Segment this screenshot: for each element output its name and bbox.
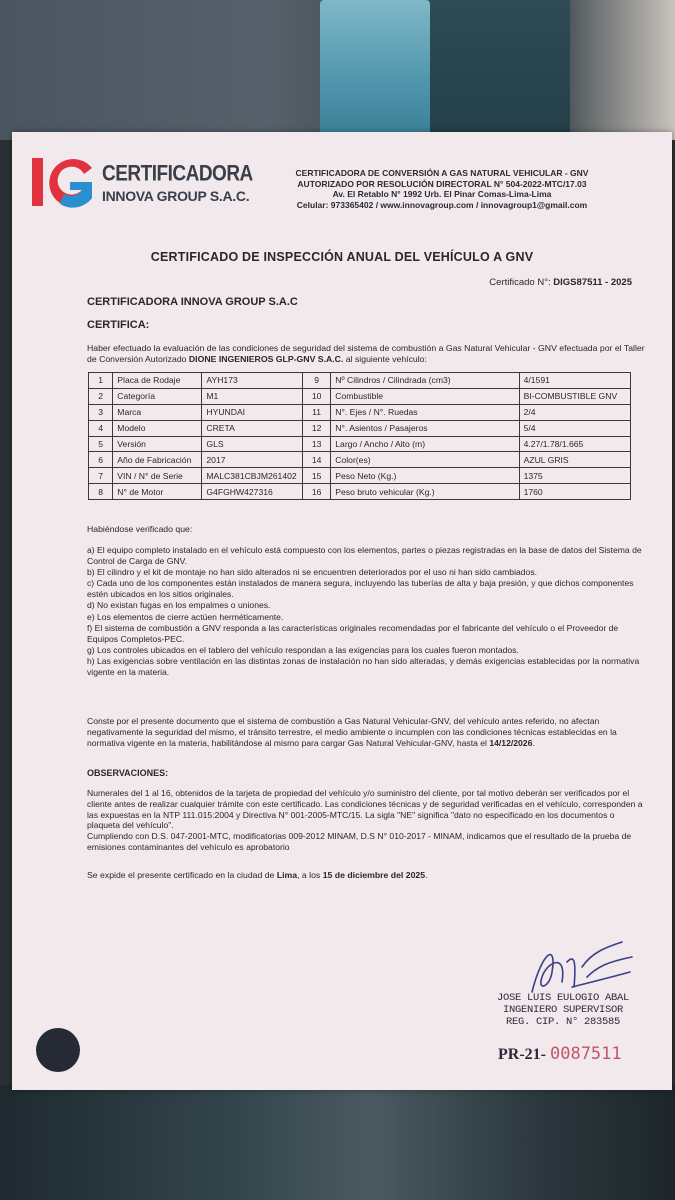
document-title: CERTIFICADO DE INSPECCIÓN ANUAL DEL VEHÍCULO A GNV: [150, 250, 534, 264]
list-item: a) El equipo completo instalado en el vehículo está compuesto con los elementos, partes o piezas registradas en la base de datos del Sistema de Control de Carga de GNV.: [87, 545, 642, 566]
issued-end: .: [425, 870, 428, 880]
verified-intro: Habiéndose verificado que:: [87, 524, 193, 534]
row-number: 6: [89, 452, 113, 468]
issued-city: Lima: [276, 870, 298, 880]
field-value: AZUL GRIS: [519, 452, 630, 468]
table-row: [89, 373, 631, 389]
list-item: c) Cada uno de los componentes están instalados de manera segura, incluyendo las tuberías de alta y baja presión, y que dichos componentes estén ubicados en los sitios originales.: [87, 578, 634, 600]
header-info-line1: CERTIFICADORA DE CONVERSIÓN A GAS NATURAL VEHICULAR - GNV: [295, 168, 589, 178]
list-item: d) No existan fugas en los empalmes o uniones.: [87, 600, 271, 611]
field-label: Modelo: [113, 420, 202, 436]
field-label: Placa de Rodaje: [113, 373, 202, 389]
row-number: 16: [302, 484, 330, 500]
field-value: 1760: [519, 484, 630, 500]
field-value: G4FGHW427316: [202, 484, 303, 500]
field-value: M1: [202, 388, 303, 404]
conste-text: Conste por el presente documento que el sistema de combustión a Gas Natural Vehicular-GNV, del vehículo antes referido, no afectan negativamente la seguridad del mismo, el tránsito terrestre, el medio ambiente o incumplen con las condiciones técnicas establecidas en la normativa vigente en la materia, habilitándose al mismo para cargar Gas Natural Vehicular-GNV, hasta el: [87, 716, 617, 748]
intro-paragraph: [87, 343, 647, 365]
certificate-number-value: DIGS87511 - 2025: [553, 277, 632, 288]
field-label: Peso Neto (Kg.): [331, 468, 519, 484]
certificate-document: [12, 132, 672, 1090]
certificate-number: [489, 277, 632, 288]
list-item: f) El sistema de combustión a GNV responda a las características originales recomendadas por el fabricante del vehículo o el Proveedor de Equipos Completos-PEC.: [87, 623, 619, 644]
list-item: b) El cilindro y el kit de montaje no han sido alterados ni se encuentren deteriorados por el uso ni han sido cambiados.: [87, 567, 538, 578]
signatory-name: JOSE LUIS EULOGIO ABAL: [496, 992, 630, 1004]
row-number: 11: [302, 404, 330, 420]
logo-text-line1: CERTIFICADORA: [102, 162, 253, 187]
signatory-reg: REG. CIP. N° 283585: [505, 1016, 621, 1028]
row-number: 14: [302, 452, 330, 468]
row-number: 3: [89, 404, 113, 420]
company-logo: [30, 154, 253, 214]
observations-text: [87, 788, 647, 853]
signatory-role: INGENIERO SUPERVISOR: [502, 1004, 624, 1016]
table-row: [89, 484, 631, 500]
table-row: [89, 404, 631, 420]
field-label: Categoría: [113, 388, 202, 404]
field-value: 1375: [519, 468, 630, 484]
table-row: [89, 468, 631, 484]
background-object: [320, 0, 430, 138]
issued-text-2: , a los: [297, 870, 323, 880]
row-number: 7: [89, 468, 113, 484]
table-row: [89, 452, 631, 468]
row-number: 2: [89, 388, 113, 404]
list-item: h) Las exigencias sobre ventilación en las distintas zonas de instalación no han sido alteradas, y demás exigencias establecidas por la normativa vigente en la materia.: [87, 656, 640, 678]
row-number: 12: [302, 420, 330, 436]
field-value: 2/4: [519, 404, 630, 420]
header-info: [272, 168, 612, 210]
field-label: VIN / N° de Serie: [113, 468, 202, 484]
serial-number: [498, 1044, 622, 1064]
field-value: BI-COMBUSTIBLE GNV: [519, 388, 630, 404]
field-value: 4/1591: [519, 373, 630, 389]
photo-background-bottom: [0, 1085, 675, 1200]
field-label: Color(es): [331, 452, 519, 468]
vehicle-table: [88, 372, 631, 500]
signatory-block: [478, 992, 648, 1028]
intro-text-1: Haber efectuado la evaluación de las condiciones de seguridad del sistema de combustión a Gas Natural Vehicular - GNV efectuada por el Taller de Conversión Autorizado: [87, 343, 645, 364]
row-number: 5: [89, 436, 113, 452]
list-item: g) Los controles ubicados en el tablero del vehículo respondan a las exigencias para los cuales fueron montados.: [87, 645, 519, 656]
verification-list: [87, 545, 647, 679]
field-label: Año de Fabricación: [113, 452, 202, 468]
conste-paragraph: [87, 716, 647, 748]
row-number: 4: [89, 420, 113, 436]
intro-text-2: al siguiente vehículo:: [343, 354, 427, 364]
certifica-heading: CERTIFICA:: [87, 319, 150, 331]
list-item: e) Los elementos de cierre actúen herméticamente.: [87, 611, 284, 622]
serial-prefix: PR-21-: [498, 1046, 546, 1063]
observations-heading: OBSERVACIONES:: [87, 768, 169, 778]
punch-hole: [36, 1028, 80, 1072]
field-label: Marca: [113, 404, 202, 420]
header-contact: Celular: 973365402 / www.innovagroup.com / innovagroup1@gmail.com: [296, 199, 588, 210]
table-row: [89, 388, 631, 404]
background-object-dark: [430, 0, 570, 135]
issued-statement: [87, 870, 428, 880]
field-value: GLS: [202, 436, 303, 452]
field-value: 4.27/1.78/1.665: [519, 436, 630, 452]
field-label: N°. Ejes / N°. Ruedas: [331, 404, 519, 420]
ig-logo-icon: [30, 154, 100, 212]
conste-end: .: [532, 737, 535, 748]
field-value: HYUNDAI: [202, 404, 303, 420]
field-label: Largo / Ancho / Alto (m): [331, 436, 519, 452]
observation-paragraph: Numerales del 1 al 16, obtenidos de la tarjeta de propiedad del vehículo y/o suministro del cliente, por tal motivo deberán ser verificados por el cliente antes de realizar cualquier trámite con este certificado. Las condiciones técnicas y de seguridad verificadas en el vehículo, corresponden a las expuestas en la NTP 111.015:2004 y Directiva N° 001-2005-MTC/15. La sigla "NE" significa "dato no especificado en los documentos o plaqueta del vehículo".: [87, 788, 643, 831]
field-value: MALC381CBJM261402: [202, 468, 303, 484]
field-value: AYH173: [202, 373, 303, 389]
header-info-line3: Av. El Retablo N° 1992 Urb. El Pinar Comas-Lima-Lima: [332, 189, 552, 199]
serial-value: 0087511: [549, 1044, 622, 1064]
issued-date: 15 de diciembre del 2025: [322, 870, 426, 880]
field-label: Combustible: [331, 388, 519, 404]
field-value: 2017: [202, 452, 303, 468]
field-label: Nº Cilindros / Cilindrada (cm3): [331, 373, 519, 389]
field-value: CRETA: [202, 420, 303, 436]
certificate-number-label: Certificado N°:: [489, 277, 551, 288]
field-value: 5/4: [519, 420, 630, 436]
field-label: Peso bruto vehicular (Kg.): [331, 484, 519, 500]
company-name: CERTIFICADORA INNOVA GROUP S.A.C: [87, 296, 298, 308]
observation-paragraph: Cumpliendo con D.S. 047-2001-MTC, modificatorias 009-2012 MINAM, D.S N° 010-2017 - MINAM, indicamos que el resultado de la prueba de emisiones contaminantes del vehículo es aprobatorio: [87, 831, 632, 852]
row-number: 15: [302, 468, 330, 484]
issued-text-1: Se expide el presente certificado en la ciudad de: [87, 870, 277, 880]
table-row: [89, 420, 631, 436]
workshop-name: DIONE INGENIEROS GLP-GNV S.A.C.: [188, 354, 344, 364]
field-label: N°. Asientos / Pasajeros: [331, 420, 519, 436]
row-number: 8: [89, 484, 113, 500]
valid-until-date: 14/12/2026: [489, 737, 533, 748]
table-row: [89, 436, 631, 452]
field-label: Versión: [113, 436, 202, 452]
field-label: N° de Motor: [113, 484, 202, 500]
row-number: 13: [302, 436, 330, 452]
logo-text-line2: INNOVA GROUP S.A.C.: [102, 188, 250, 204]
row-number: 9: [302, 373, 330, 389]
row-number: 10: [302, 388, 330, 404]
row-number: 1: [89, 373, 113, 389]
header-info-line2: AUTORIZADO POR RESOLUCIÓN DIRECTORAL N° 504-2022-MTC/17.03: [297, 178, 587, 189]
